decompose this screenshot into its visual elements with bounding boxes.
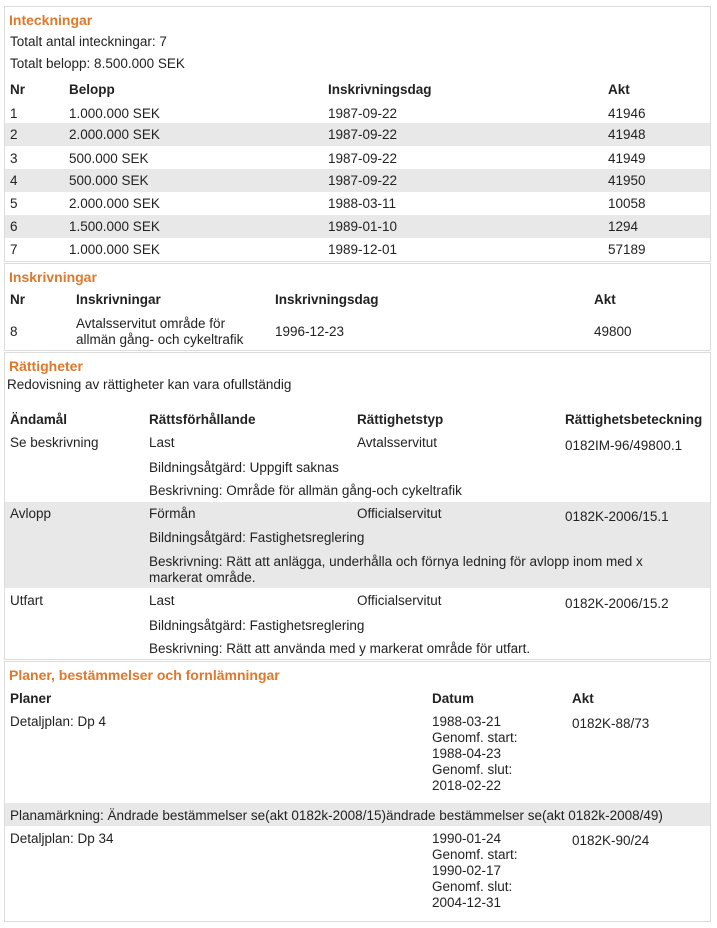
cell-nr: 1 [10, 106, 18, 121]
cell-forhallande: Last [149, 435, 175, 450]
cell-andamal: Se beskrivning [10, 435, 99, 450]
section-title: Inteckningar [9, 12, 93, 28]
cell-bildning: Bildningsåtgärd: Uppgift saknas [149, 460, 339, 475]
cell-slut-label: Genomf. slut: [432, 879, 513, 894]
column-header-nr: Nr [10, 82, 26, 97]
cell-date: 1989-01-10 [328, 219, 398, 234]
cell-andamal: Avlopp [10, 506, 52, 521]
cell-akt: 1294 [608, 219, 639, 234]
rattigheter-section [4, 352, 711, 660]
cell-nr: 4 [10, 173, 18, 188]
column-header-andamal: Ändamål [10, 412, 68, 427]
cell-beteckning: 0182IM-96/49800.1 [565, 438, 683, 453]
section-title: Inskrivningar [9, 269, 97, 285]
cell-typ: Avtalsservitut [357, 435, 438, 450]
cell-slut: 2004-12-31 [432, 895, 502, 910]
cell-akt: 41950 [608, 173, 646, 188]
cell-start: 1988-04-23 [432, 746, 502, 761]
cell-belopp: 1.000.000 SEK [69, 242, 160, 257]
cell-andamal: Utfart [10, 593, 44, 608]
cell-belopp: 1.500.000 SEK [69, 219, 160, 234]
cell-date: 1989-12-01 [328, 242, 398, 257]
cell-start-label: Genomf. start: [432, 730, 518, 745]
cell-belopp: 500.000 SEK [69, 173, 149, 188]
cell-typ: Officialservitut [357, 506, 442, 521]
cell-nr: 5 [10, 196, 18, 211]
column-header-rattsforhallande: Rättsförhållande [149, 412, 256, 427]
cell-date: 1988-03-11 [328, 196, 397, 211]
inskrivningar-section [4, 263, 711, 351]
cell-akt: 10058 [608, 196, 646, 211]
cell-beskrivning: Beskrivning: Rätt att använda med y markerat område för utfart. [149, 641, 531, 656]
cell-akt: 41946 [608, 106, 646, 121]
column-header-rattighetsbeteckning: Rättighetsbeteckning [565, 412, 703, 427]
column-header-belopp: Belopp [69, 82, 115, 97]
cell-nr: 7 [10, 242, 18, 257]
column-header-nr: Nr [10, 292, 26, 307]
cell-plan: Detaljplan: Dp 34 [10, 831, 114, 846]
cell-datum: 1990-01-24 [432, 831, 502, 846]
planmarkning: Planamärkning: Ändrade bestämmelser se(akt 0182k-2008/15)ändrade bestämmelser se(akt 0182k-2008/49) [10, 808, 663, 823]
cell-akt: 0182K-88/73 [572, 716, 650, 731]
cell-akt: 41949 [608, 151, 646, 166]
cell-belopp: 2.000.000 SEK [69, 127, 160, 142]
total-amount: Totalt belopp: 8.500.000 SEK [10, 56, 185, 71]
cell-nr: 8 [10, 324, 18, 339]
cell-beskrivning: Beskrivning: Rätt att anlägga, underhålla och förnya ledning för avlopp inom med x markerat område. [149, 554, 643, 585]
cell-datum: 1988-03-21 [432, 714, 502, 729]
cell-plan: Detaljplan: Dp 4 [10, 714, 107, 729]
cell-date: 1987-09-22 [328, 173, 398, 188]
column-header-inskrivningsdag: Inskrivningsdag [328, 82, 432, 97]
section-note: Redovisning av rättigheter kan vara ofullständig [7, 377, 292, 392]
cell-inskrivning: Avtalsservitut område för allmän gång- och cykeltrafik [76, 316, 244, 347]
cell-akt: 41948 [608, 127, 646, 142]
cell-nr: 6 [10, 219, 18, 234]
cell-date: 1987-09-22 [328, 151, 398, 166]
cell-date: 1996-12-23 [275, 324, 345, 339]
cell-beteckning: 0182K-2006/15.1 [565, 509, 669, 524]
cell-bildning: Bildningsåtgärd: Fastighetsreglering [149, 530, 365, 545]
column-header-akt: Akt [594, 292, 616, 307]
column-header-akt: Akt [572, 691, 594, 706]
cell-nr: 2 [10, 127, 18, 142]
cell-start: 1990-02-17 [432, 863, 502, 878]
planer-section [4, 661, 711, 922]
cell-typ: Officialservitut [357, 593, 442, 608]
column-header-planer: Planer [10, 691, 52, 706]
cell-start-label: Genomf. start: [432, 847, 518, 862]
cell-slut-label: Genomf. slut: [432, 762, 513, 777]
cell-belopp: 2.000.000 SEK [69, 196, 160, 211]
cell-nr: 3 [10, 151, 18, 166]
cell-bildning: Bildningsåtgärd: Fastighetsreglering [149, 618, 365, 633]
cell-forhallande: Last [149, 593, 175, 608]
cell-date: 1987-09-22 [328, 106, 398, 121]
cell-akt: 0182K-90/24 [572, 833, 650, 848]
column-header-datum: Datum [432, 691, 475, 706]
cell-akt: 49800 [594, 324, 632, 339]
column-header-inskrivningar: Inskrivningar [76, 292, 161, 307]
section-title: Planer, bestämmelser och fornlämningar [9, 667, 280, 683]
cell-belopp: 1.000.000 SEK [69, 106, 160, 121]
section-title: Rättigheter [9, 358, 83, 374]
inteckningar-section [4, 6, 711, 262]
cell-beteckning: 0182K-2006/15.2 [565, 596, 669, 611]
cell-forhallande: Förmån [149, 506, 196, 521]
column-header-akt: Akt [608, 82, 630, 97]
cell-akt: 57189 [608, 242, 646, 257]
cell-slut: 2018-02-22 [432, 778, 502, 793]
cell-date: 1987-09-22 [328, 127, 398, 142]
column-header-inskrivningsdag: Inskrivningsdag [275, 292, 379, 307]
cell-belopp: 500.000 SEK [69, 151, 149, 166]
column-header-rattighetstyp: Rättighetstyp [357, 412, 444, 427]
total-count: Totalt antal inteckningar: 7 [10, 34, 167, 49]
cell-beskrivning: Beskrivning: Område för allmän gång-och cykeltrafik [149, 483, 462, 498]
